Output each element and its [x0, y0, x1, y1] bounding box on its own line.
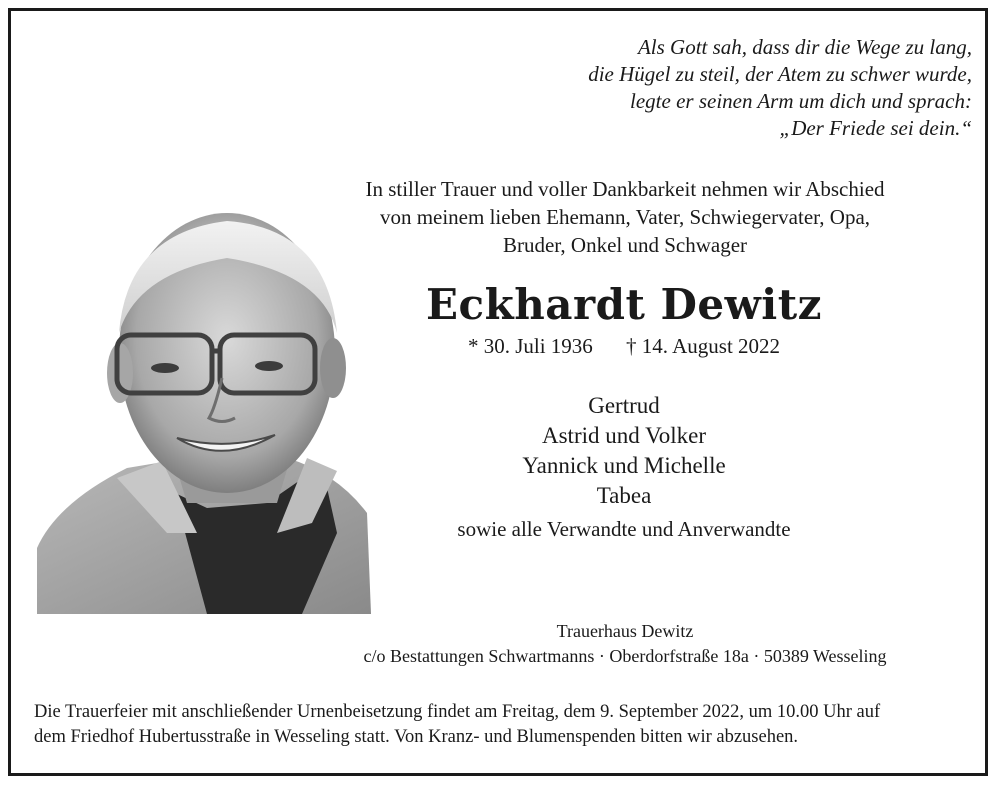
intro-text: [300, 175, 950, 259]
intro-line: von meinem lieben Ehemann, Vater, Schwiegervater, Opa,: [379, 205, 871, 229]
death-date: † 14. August 2022: [626, 334, 781, 358]
family-member: Astrid und Volker: [542, 423, 706, 448]
deceased-name: Eckhardt Dewitz: [426, 280, 822, 329]
life-dates: [374, 334, 874, 359]
mourning-address: [300, 619, 950, 669]
poem-line: Als Gott sah, dass dir die Wege zu lang,: [637, 35, 972, 59]
poem-line: „Der Friede sei dein.“: [779, 116, 972, 140]
relatives-line: sowie alle Verwandte und Anverwandte: [457, 517, 791, 541]
portrait-image: [37, 203, 371, 614]
poem-line: die Hügel zu steil, der Atem zu schwer wurde,: [588, 62, 972, 86]
intro-line: In stiller Trauer und voller Dankbarkeit nehmen wir Abschied: [365, 177, 885, 201]
poem-line: legte er seinen Arm um dich und sprach:: [630, 89, 972, 113]
address-line: c/o Bestattungen Schwartmanns · Oberdorfstraße 18a · 50389 Wesseling: [363, 646, 887, 666]
address-line: Trauerhaus Dewitz: [556, 621, 694, 641]
portrait-photo: [37, 203, 371, 614]
birth-date: * 30. Juli 1936: [467, 334, 593, 358]
intro-line: Bruder, Onkel und Schwager: [502, 233, 748, 257]
ceremony-line: Die Trauerfeier mit anschließender Urnenbeisetzung findet am Freitag, dem 9. September 2022, um 10.00 Uhr auf: [34, 702, 881, 722]
family-list: [374, 391, 874, 511]
poem: [588, 34, 972, 142]
ceremony-line: dem Friedhof Hubertusstraße in Wesseling statt. Von Kranz- und Blumenspenden bitten wir abzusehen.: [34, 727, 799, 747]
family-member: Tabea: [596, 483, 652, 508]
family-member: Gertrud: [588, 393, 660, 418]
ceremony-info: [34, 700, 974, 750]
family-member: Yannick und Michelle: [522, 453, 726, 478]
